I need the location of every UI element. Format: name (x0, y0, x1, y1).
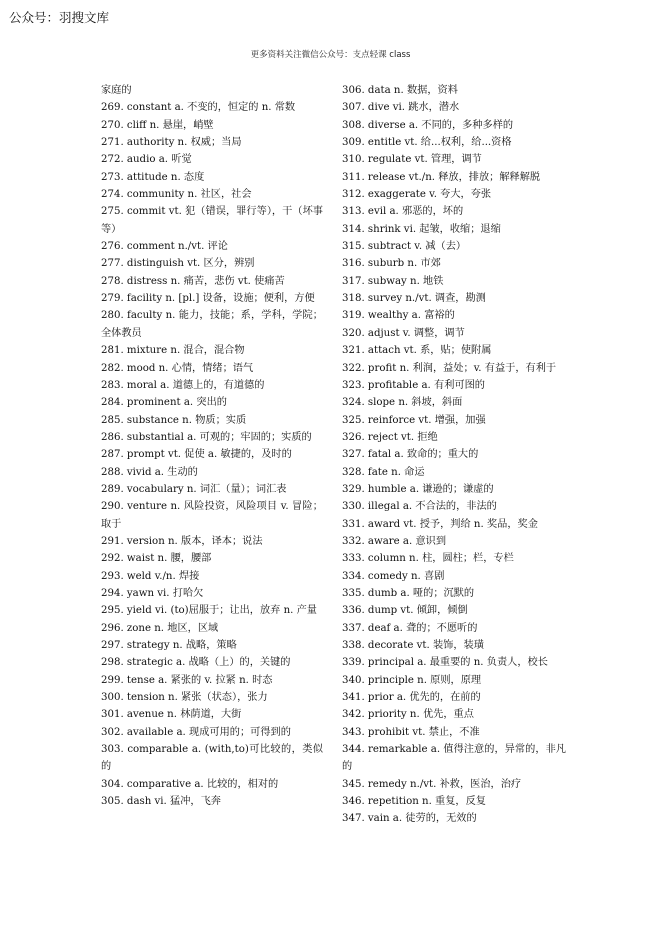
vocab-entry: 285. substance n. 物质；实质 (101, 414, 247, 426)
vocab-entry: 317. subway n. 地铁 (342, 275, 444, 287)
vocab-entry: 311. release vt./n. 释放，排放；解释解脱 (342, 171, 541, 183)
vocab-entry: 287. prompt vt. 促使 a. 敏捷的，及时的 (101, 449, 292, 461)
brand-label: 公众号：羽搜文库 (9, 10, 110, 25)
vocab-entry: 278. distress n. 痛苦，悲伤 vt. 使痛苦 (101, 275, 285, 287)
vocab-entry: 292. waist n. 腰，腰部 (101, 553, 212, 565)
vocab-entry: 331. award vt. 授予，判给 n. 奖品，奖金 (342, 518, 538, 530)
vocab-entry: 302. available a. 现成可用的；可得到的 (101, 726, 291, 738)
vocab-entry: 308. diverse a. 不同的，多种多样的 (342, 119, 514, 131)
vocab-entry: 340. principle n. 原则，原理 (342, 674, 482, 686)
vocab-entry: 299. tense a. 紧张的 v. 拉紧 n. 时态 (101, 674, 273, 686)
vocab-entry: 326. reject vt. 拒绝 (342, 431, 438, 443)
vocab-entry: 330. illegal a. 不合法的，非法的 (342, 501, 497, 513)
vocab-entry: 294. yawn vi. 打哈欠 (101, 587, 204, 599)
vocab-entry: 322. profit n. 利润，益处；v. 有益于，有利于 (342, 362, 557, 374)
vocab-entry: 269. constant a. 不变的，恒定的 n. 常数 (101, 102, 296, 114)
vocab-entry: 309. entitle vt. 给...权利，给...资格 (342, 137, 512, 149)
vocab-entry: 328. fate n. 命运 (342, 466, 425, 478)
vocab-entry: 343. prohibit vt. 禁止，不准 (342, 726, 480, 738)
vocab-entry: 346. repetition n. 重复，反复 (342, 796, 486, 808)
vocab-entry: 293. weld v./n. 焊接 (101, 570, 200, 582)
vocab-entry: 320. adjust v. 调整，调节 (342, 327, 465, 339)
vocab-entry: 291. version n. 版本，译本；说法 (101, 535, 263, 547)
vocab-entry: 310. regulate vt. 管理，调节 (342, 154, 482, 166)
vocab-entry: 329. humble a. 谦逊的；谦虚的 (342, 483, 494, 495)
vocab-entry: 318. survey n./vt. 调查，勘测 (342, 293, 486, 305)
vocab-entry: 313. evil a. 邪恶的，坏的 (342, 206, 464, 218)
vocab-entry: 296. zone n. 地区，区域 (101, 622, 219, 634)
vocab-entry: 303. comparable a. (with,to)可比较的，类似的 (101, 744, 323, 773)
page-subtitle: 更多资料关注微信公众号：支点轻课 class (250, 50, 411, 60)
vocab-entry: 290. venture n. 风险投资，风险项目 v. 冒险；取于 (101, 501, 323, 530)
vocab-entry: 334. comedy n. 喜剧 (342, 570, 445, 582)
vocab-entry: 277. distinguish vt. 区分，辨别 (101, 258, 255, 270)
left-word-column (101, 82, 323, 810)
vocab-entry: 272. audio a. 听觉 (101, 154, 192, 166)
vocab-entry: 345. remedy n./vt. 补救，医治，治疗 (342, 778, 522, 790)
vocab-entry: 289. vocabulary n. 词汇（量）；词汇表 (101, 483, 287, 495)
vocab-entry: 295. yield vi. (to)屈服于；让出，放弃 n. 产量 (101, 605, 317, 617)
vocab-entry: 271. authority n. 权威；当局 (101, 137, 242, 149)
vocab-entry: 336. dump vt. 倾卸，倾倒 (342, 605, 468, 617)
vocab-entry: 314. shrink vi. 起皱，收缩；退缩 (342, 223, 501, 235)
vocab-entry: 337. deaf a. 聋的；不愿听的 (342, 622, 478, 634)
right-word-column (342, 82, 566, 828)
vocab-entry: 338. decorate vt. 装饰，装璜 (342, 640, 484, 651)
vocab-entry: 312. exaggerate v. 夸大，夸张 (342, 189, 492, 201)
vocab-entry: 305. dash vi. 猛冲，飞奔 (101, 796, 221, 808)
vocab-entry: 341. prior a. 优先的，在前的 (342, 692, 481, 704)
vocab-entry: 301. avenue n. 林荫道，大街 (101, 709, 242, 721)
vocab-entry: 335. dumb a. 哑的；沉默的 (342, 587, 475, 599)
vocab-entry: 281. mixture n. 混合，混合物 (101, 345, 245, 357)
vocab-entry: 283. moral a. 道德上的，有道德的 (101, 379, 265, 391)
vocab-entry: 321. attach vt. 系，贴；使附属 (342, 345, 492, 357)
vocab-entry: 315. subtract v. 减（去） (342, 241, 467, 253)
vocab-entry: 304. comparative a. 比较的，相对的 (101, 778, 279, 790)
vocab-entry: 家庭的 (101, 85, 132, 96)
vocab-entry: 284. prominent a. 突出的 (101, 397, 227, 409)
vocab-entry: 300. tension n. 紧张（状态），张力 (101, 692, 268, 704)
vocab-entry: 298. strategic a. 战略（上）的，关键的 (101, 657, 291, 669)
vocab-entry: 323. profitable a. 有利可图的 (342, 379, 485, 391)
vocab-entry: 286. substantial a. 可观的；牢固的；实质的 (101, 431, 312, 443)
vocab-entry: 339. principal a. 最重要的 n. 负责人，校长 (342, 657, 548, 669)
vocab-entry: 306. data n. 数据，资料 (342, 85, 458, 96)
vocab-entry: 324. slope n. 斜坡，斜面 (342, 397, 463, 409)
vocab-entry: 270. cliff n. 悬崖，峭壁 (101, 119, 214, 131)
vocab-entry: 279. facility n. [pl.] 设备，设施；便利，方便 (101, 293, 315, 305)
vocab-entry: 319. wealthy a. 富裕的 (342, 310, 455, 322)
vocab-entry: 347. vain a. 徒劳的，无效的 (342, 813, 477, 825)
vocab-entry: 275. commit vt. 犯（错误，罪行等），干（坏事等） (101, 206, 323, 235)
vocab-entry: 288. vivid a. 生动的 (101, 466, 198, 478)
vocab-entry: 344. remarkable a. 值得注意的，异常的，非凡的 (342, 744, 566, 773)
vocab-entry: 276. comment n./vt. 评论 (101, 241, 228, 253)
vocab-entry: 332. aware a. 意识到 (342, 535, 447, 547)
vocab-entry: 327. fatal a. 致命的；重大的 (342, 449, 479, 461)
vocab-entry: 333. column n. 柱，圆柱；栏，专栏 (342, 553, 514, 565)
vocab-entry: 273. attitude n. 态度 (101, 171, 205, 183)
vocab-entry: 342. priority n. 优先，重点 (342, 709, 474, 721)
vocab-entry: 297. strategy n. 战略，策略 (101, 640, 237, 651)
vocab-entry: 307. dive vi. 跳水，潜水 (342, 102, 460, 114)
vocab-entry: 282. mood n. 心情，情绪；语气 (101, 362, 254, 374)
vocab-entry: 316. suburb n. 市郊 (342, 258, 441, 270)
vocab-entry: 274. community n. 社区，社会 (101, 189, 252, 201)
vocab-entry: 325. reinforce vt. 增强，加强 (342, 414, 486, 426)
vocab-entry: 280. faculty n. 能力，技能；系，学科，学院；全体教员 (101, 310, 323, 339)
